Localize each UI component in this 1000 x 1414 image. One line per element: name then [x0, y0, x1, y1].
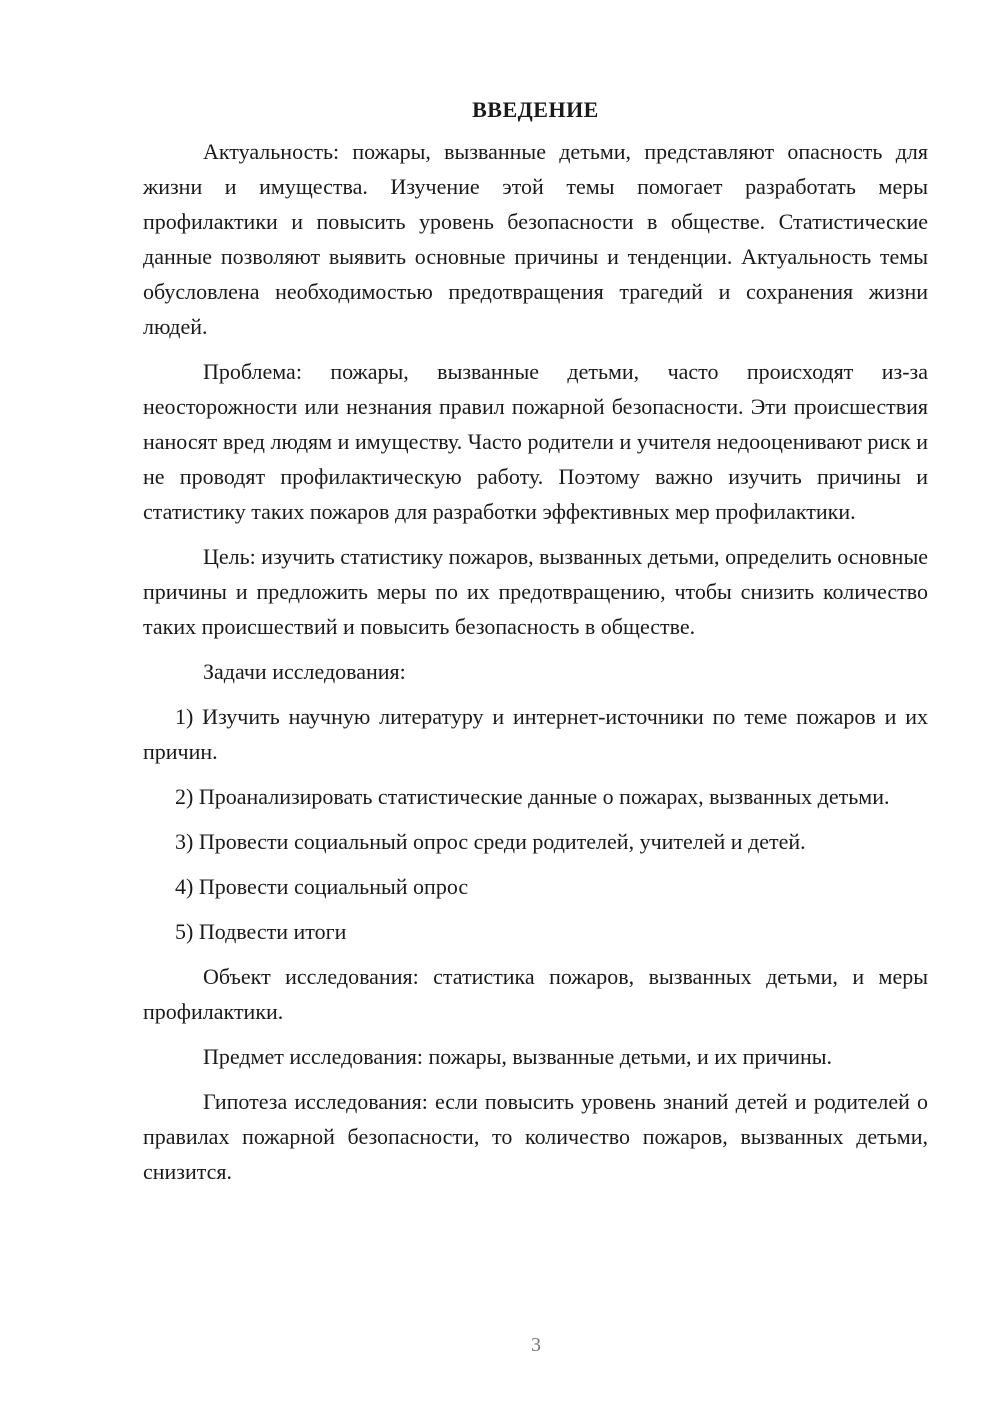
paragraph-hypothesis: Гипотеза исследования: если повысить уровень знаний детей и родителей о правилах пожарной безопасности, то количество пожаров, вызванных детьми, снизится.: [143, 1089, 928, 1184]
page-number: 3: [531, 1334, 541, 1356]
paragraph-object: Объект исследования: статистика пожаров, вызванных детьми, и меры профилактики.: [143, 964, 928, 1024]
task-item-3: 3) Провести социальный опрос среди родителей, учителей и детей.: [175, 829, 806, 854]
task-item-5: 5) Подвести итоги: [175, 919, 347, 944]
page-content: [143, 90, 928, 1199]
paragraph-goal: Цель: изучить статистику пожаров, вызванных детьми, определить основные причины и предложить меры по их предотвращению, чтобы снизить количество таких происшествий и повысить безопасность в обществе.: [143, 544, 928, 639]
paragraph-relevance: Актуальность: пожары, вызванные детьми, представляют опасность для жизни и имущества. Изучение этой темы помогает разработать меры профилактики и повысить уровень безопасности в обществе. Статистические данные позволяют выявить основные причины и тенденции. Актуальность темы обусловлена необходимостью предотвращения трагедий и сохранения жизни людей.: [143, 139, 928, 339]
task-item-1: 1) Изучить научную литературу и интернет-источники по теме пожаров и их причин.: [143, 704, 928, 764]
task-item-4: 4) Провести социальный опрос: [175, 874, 469, 899]
section-heading: ВВЕДЕНИЕ: [472, 97, 599, 122]
paragraph-tasks-intro: Задачи исследования:: [203, 659, 406, 684]
task-item-2: 2) Проанализировать статистические данные о пожарах, вызванных детьми.: [175, 784, 890, 809]
paragraph-subject: Предмет исследования: пожары, вызванные детьми, и их причины.: [203, 1044, 833, 1069]
paragraph-problem: Проблема: пожары, вызванные детьми, часто происходят из-за неосторожности или незнания правил пожарной безопасности. Эти происшествия наносят вред людям и имуществу. Часто родители и учителя недооценивают риск и не проводят профилактическую работу. Поэтому важно изучить причины и статистику таких пожаров для разработки эффективных мер профилактики.: [143, 359, 928, 524]
